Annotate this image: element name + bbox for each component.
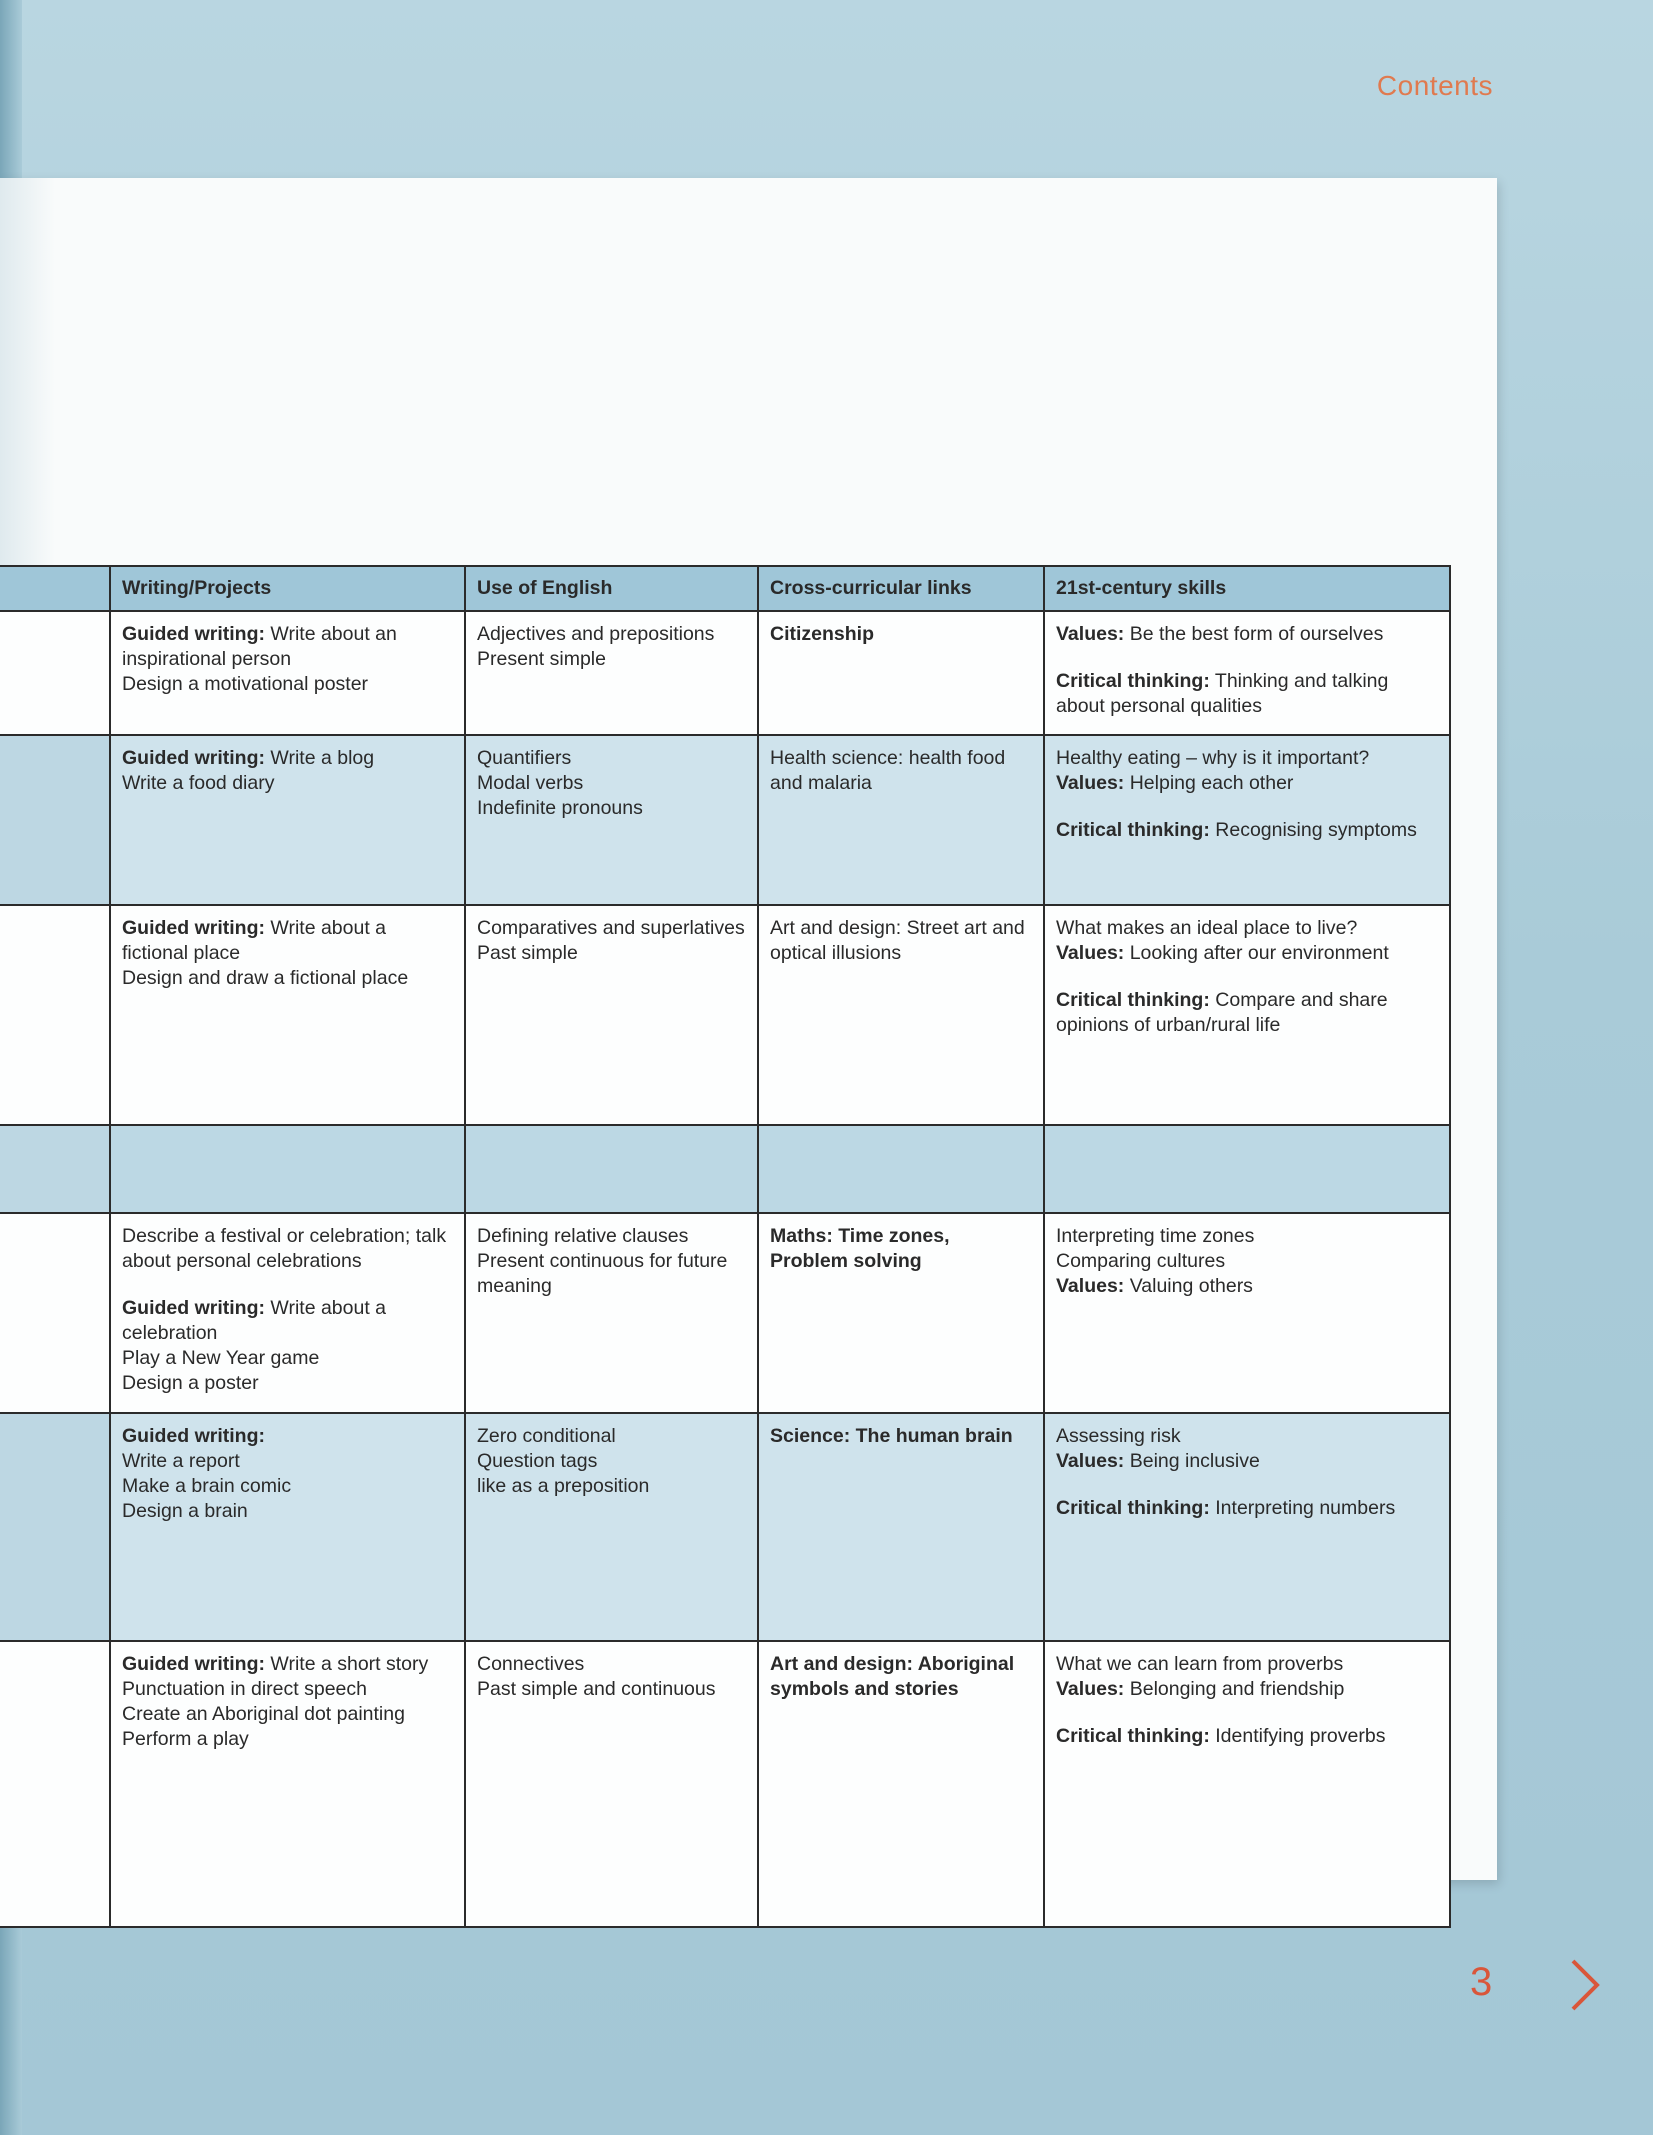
grammar-item: Present simple bbox=[477, 647, 606, 670]
writing-item bbox=[122, 771, 453, 796]
skill-item bbox=[1056, 1652, 1438, 1677]
skill-item-label: Values: bbox=[1056, 941, 1125, 964]
skill-item bbox=[1056, 1677, 1438, 1702]
empty-cell bbox=[465, 1125, 758, 1213]
skill-item bbox=[1056, 1496, 1438, 1521]
grammar-item: Modal verbs bbox=[477, 771, 584, 794]
skill-item-text: What makes an ideal place to live? bbox=[1056, 916, 1358, 939]
skill-item-label: Values: bbox=[1056, 771, 1125, 794]
empty-cell bbox=[758, 1125, 1044, 1213]
skill-item-text: Healthy eating – why is it important? bbox=[1056, 746, 1370, 769]
page-number: 3 bbox=[1470, 1960, 1493, 2004]
skill-item bbox=[1056, 916, 1438, 941]
link-text: Art and design: Street art and optical illusions bbox=[770, 916, 1025, 964]
cross-curricular-cell bbox=[758, 905, 1044, 1125]
use-of-english-cell bbox=[465, 1641, 758, 1927]
writing-item bbox=[122, 916, 453, 966]
writing-item bbox=[122, 1346, 453, 1371]
cross-curricular-cell bbox=[758, 1213, 1044, 1413]
skill-item-text: Helping each other bbox=[1124, 771, 1294, 794]
writing-item-text: Perform a play bbox=[122, 1727, 249, 1750]
writing-item-text: Punctuation in direct speech bbox=[122, 1677, 367, 1700]
skill-item-text: Be the best form of ourselves bbox=[1124, 622, 1384, 645]
skill-item bbox=[1056, 988, 1438, 1038]
skill-item-text: Interpreting numbers bbox=[1209, 1496, 1396, 1519]
writing-projects-cell bbox=[110, 611, 465, 735]
skill-item bbox=[1056, 669, 1438, 719]
skill-item-text: Assessing risk bbox=[1056, 1424, 1181, 1447]
writing-item bbox=[122, 1449, 453, 1474]
skill-item bbox=[1056, 941, 1438, 966]
skills-cell bbox=[1044, 1413, 1450, 1641]
skills-cell bbox=[1044, 905, 1450, 1125]
grammar-item: Question tags bbox=[477, 1449, 598, 1472]
writing-item-text: Design a brain bbox=[122, 1499, 248, 1522]
skill-item bbox=[1056, 1224, 1438, 1249]
skills-cell bbox=[1044, 1213, 1450, 1413]
skills-cell bbox=[1044, 735, 1450, 905]
grammar-item: Present continuous for future meaning bbox=[477, 1249, 728, 1297]
writing-item-label: Guided writing: bbox=[122, 1296, 265, 1319]
header-21st-century-skills: 21st-century skills bbox=[1044, 566, 1450, 611]
writing-item bbox=[122, 1371, 453, 1396]
grammar-item: Past simple and continuous bbox=[477, 1677, 716, 1700]
unit-cell bbox=[0, 1413, 110, 1641]
writing-item-text: Play a New Year game bbox=[122, 1346, 320, 1369]
skill-item-label: Critical thinking: bbox=[1056, 1724, 1210, 1747]
skill-item-text: Looking after our environment bbox=[1124, 941, 1389, 964]
link-label: Maths: Time zones, Problem solving bbox=[770, 1224, 950, 1272]
table-row bbox=[0, 1641, 1450, 1927]
writing-item bbox=[122, 1499, 453, 1524]
header-writing-projects: Writing/Projects bbox=[110, 566, 465, 611]
writing-item-text: Design and draw a fictional place bbox=[122, 966, 409, 989]
writing-projects-cell bbox=[110, 1413, 465, 1641]
writing-item-label: Guided writing: bbox=[122, 916, 265, 939]
cross-curricular-cell bbox=[758, 1413, 1044, 1641]
skill-item bbox=[1056, 1424, 1438, 1449]
skill-item-text: Comparing cultures bbox=[1056, 1249, 1226, 1272]
writing-item bbox=[122, 672, 453, 697]
skill-item-label: Critical thinking: bbox=[1056, 1496, 1210, 1519]
writing-projects-cell bbox=[110, 1213, 465, 1413]
header-cross-curricular-links: Cross-curricular links bbox=[758, 566, 1044, 611]
writing-item bbox=[122, 1652, 453, 1677]
cross-curricular-cell bbox=[758, 1641, 1044, 1927]
skill-item bbox=[1056, 746, 1438, 771]
grammar-item: Defining relative clauses bbox=[477, 1224, 689, 1247]
page-header-title: Contents bbox=[1376, 70, 1493, 101]
use-of-english-cell bbox=[465, 905, 758, 1125]
table-row bbox=[0, 905, 1450, 1125]
contents-page bbox=[0, 178, 1497, 1880]
skill-item bbox=[1056, 1724, 1438, 1749]
skill-item-label: Values: bbox=[1056, 1677, 1125, 1700]
grammar-item: Past simple bbox=[477, 941, 578, 964]
skill-item-text: Recognising symptoms bbox=[1209, 818, 1417, 841]
skill-item-text: Thinking and talking about personal qualities bbox=[1056, 669, 1389, 717]
use-of-english-cell bbox=[465, 735, 758, 905]
skill-item bbox=[1056, 1274, 1438, 1299]
writing-item-text: Describe a festival or celebration; talk about personal celebrations bbox=[122, 1224, 447, 1272]
skill-item-label: Values: bbox=[1056, 622, 1125, 645]
skill-item bbox=[1056, 771, 1438, 796]
table-row bbox=[0, 735, 1450, 905]
grammar-item: like as a preposition bbox=[477, 1474, 650, 1497]
writing-item-text: Write about a fictional place bbox=[122, 916, 387, 964]
skill-item-text: Interpreting time zones bbox=[1056, 1224, 1255, 1247]
grammar-item: Connectives bbox=[477, 1652, 585, 1675]
table-row bbox=[0, 1413, 1450, 1641]
use-of-english-cell bbox=[465, 611, 758, 735]
writing-item-text: Design a poster bbox=[122, 1371, 259, 1394]
writing-item bbox=[122, 746, 453, 771]
table-row bbox=[0, 611, 1450, 735]
unit-cell bbox=[0, 735, 110, 905]
skill-item-text: Being inclusive bbox=[1124, 1449, 1260, 1472]
cross-curricular-cell bbox=[758, 735, 1044, 905]
skill-item bbox=[1056, 1249, 1438, 1274]
skill-item bbox=[1056, 818, 1438, 843]
link-label: Art and design: Aboriginal symbols and stories bbox=[770, 1652, 1015, 1700]
skill-item-label: Values: bbox=[1056, 1449, 1125, 1472]
grammar-item: Quantifiers bbox=[477, 746, 572, 769]
skill-item-text: Valuing others bbox=[1124, 1274, 1253, 1297]
writing-projects-cell bbox=[110, 1641, 465, 1927]
writing-item bbox=[122, 1677, 453, 1702]
skill-item-text: What we can learn from proverbs bbox=[1056, 1652, 1344, 1675]
skill-item bbox=[1056, 1449, 1438, 1474]
skill-item-label: Critical thinking: bbox=[1056, 669, 1210, 692]
writing-item-text: Write a food diary bbox=[122, 771, 275, 794]
skill-item bbox=[1056, 622, 1438, 647]
cross-curricular-cell bbox=[758, 611, 1044, 735]
link-label: Science: The human brain bbox=[770, 1424, 1013, 1447]
writing-item bbox=[122, 1296, 453, 1346]
writing-item-text: Create an Aboriginal dot painting bbox=[122, 1702, 405, 1725]
skills-cell bbox=[1044, 1641, 1450, 1927]
unit-cell bbox=[0, 905, 110, 1125]
writing-item-text: Write about a celebration bbox=[122, 1296, 387, 1344]
grammar-item: Adjectives and prepositions bbox=[477, 622, 715, 645]
writing-item-label: Guided writing: bbox=[122, 1424, 265, 1447]
skill-item-text: Belonging and friendship bbox=[1124, 1677, 1345, 1700]
skill-item-label: Critical thinking: bbox=[1056, 818, 1210, 841]
writing-item-label: Guided writing: bbox=[122, 1652, 265, 1675]
link-text: Health science: health food and malaria bbox=[770, 746, 1006, 794]
link-label: Citizenship bbox=[770, 622, 875, 645]
unit-cell bbox=[0, 611, 110, 735]
unit-column-header bbox=[0, 566, 110, 611]
writing-item bbox=[122, 1424, 453, 1449]
writing-item-text: Write a short story bbox=[264, 1652, 429, 1675]
unit-cell bbox=[0, 1641, 110, 1927]
use-of-english-cell bbox=[465, 1413, 758, 1641]
writing-item-text: Write a blog bbox=[264, 746, 375, 769]
header-use-of-english: Use of English bbox=[465, 566, 758, 611]
unit-cell bbox=[0, 1125, 110, 1213]
contents-table bbox=[0, 565, 1451, 1928]
skill-item-label: Critical thinking: bbox=[1056, 988, 1210, 1011]
writing-projects-cell bbox=[110, 735, 465, 905]
empty-cell bbox=[110, 1125, 465, 1213]
table-row bbox=[0, 1213, 1450, 1413]
writing-item bbox=[122, 622, 453, 672]
writing-item bbox=[122, 1474, 453, 1499]
grammar-item: Indefinite pronouns bbox=[477, 796, 643, 819]
skill-item-text: Identifying proverbs bbox=[1209, 1724, 1386, 1747]
writing-item bbox=[122, 1702, 453, 1727]
writing-item bbox=[122, 966, 453, 991]
use-of-english-cell bbox=[465, 1213, 758, 1413]
writing-projects-cell bbox=[110, 905, 465, 1125]
writing-item-label: Guided writing: bbox=[122, 746, 265, 769]
grammar-item: Zero conditional bbox=[477, 1424, 616, 1447]
writing-item-text: Write a report bbox=[122, 1449, 240, 1472]
skill-item-label: Values: bbox=[1056, 1274, 1125, 1297]
writing-item bbox=[122, 1224, 453, 1274]
writing-item-text: Design a motivational poster bbox=[122, 672, 369, 695]
skill-item-text: Compare and share opinions of urban/rural life bbox=[1056, 988, 1388, 1036]
writing-item-label: Guided writing: bbox=[122, 622, 265, 645]
writing-item bbox=[122, 1727, 453, 1752]
table-row bbox=[0, 1125, 1450, 1213]
writing-item-text: Write about an inspirational person bbox=[122, 622, 397, 670]
writing-item-text: Make a brain comic bbox=[122, 1474, 292, 1497]
unit-cell bbox=[0, 1213, 110, 1413]
empty-cell bbox=[1044, 1125, 1450, 1213]
chevron-right-icon[interactable] bbox=[1565, 1955, 1605, 2015]
table-header-row bbox=[0, 566, 1450, 611]
grammar-item: Comparatives and superlatives bbox=[477, 916, 745, 939]
skills-cell bbox=[1044, 611, 1450, 735]
